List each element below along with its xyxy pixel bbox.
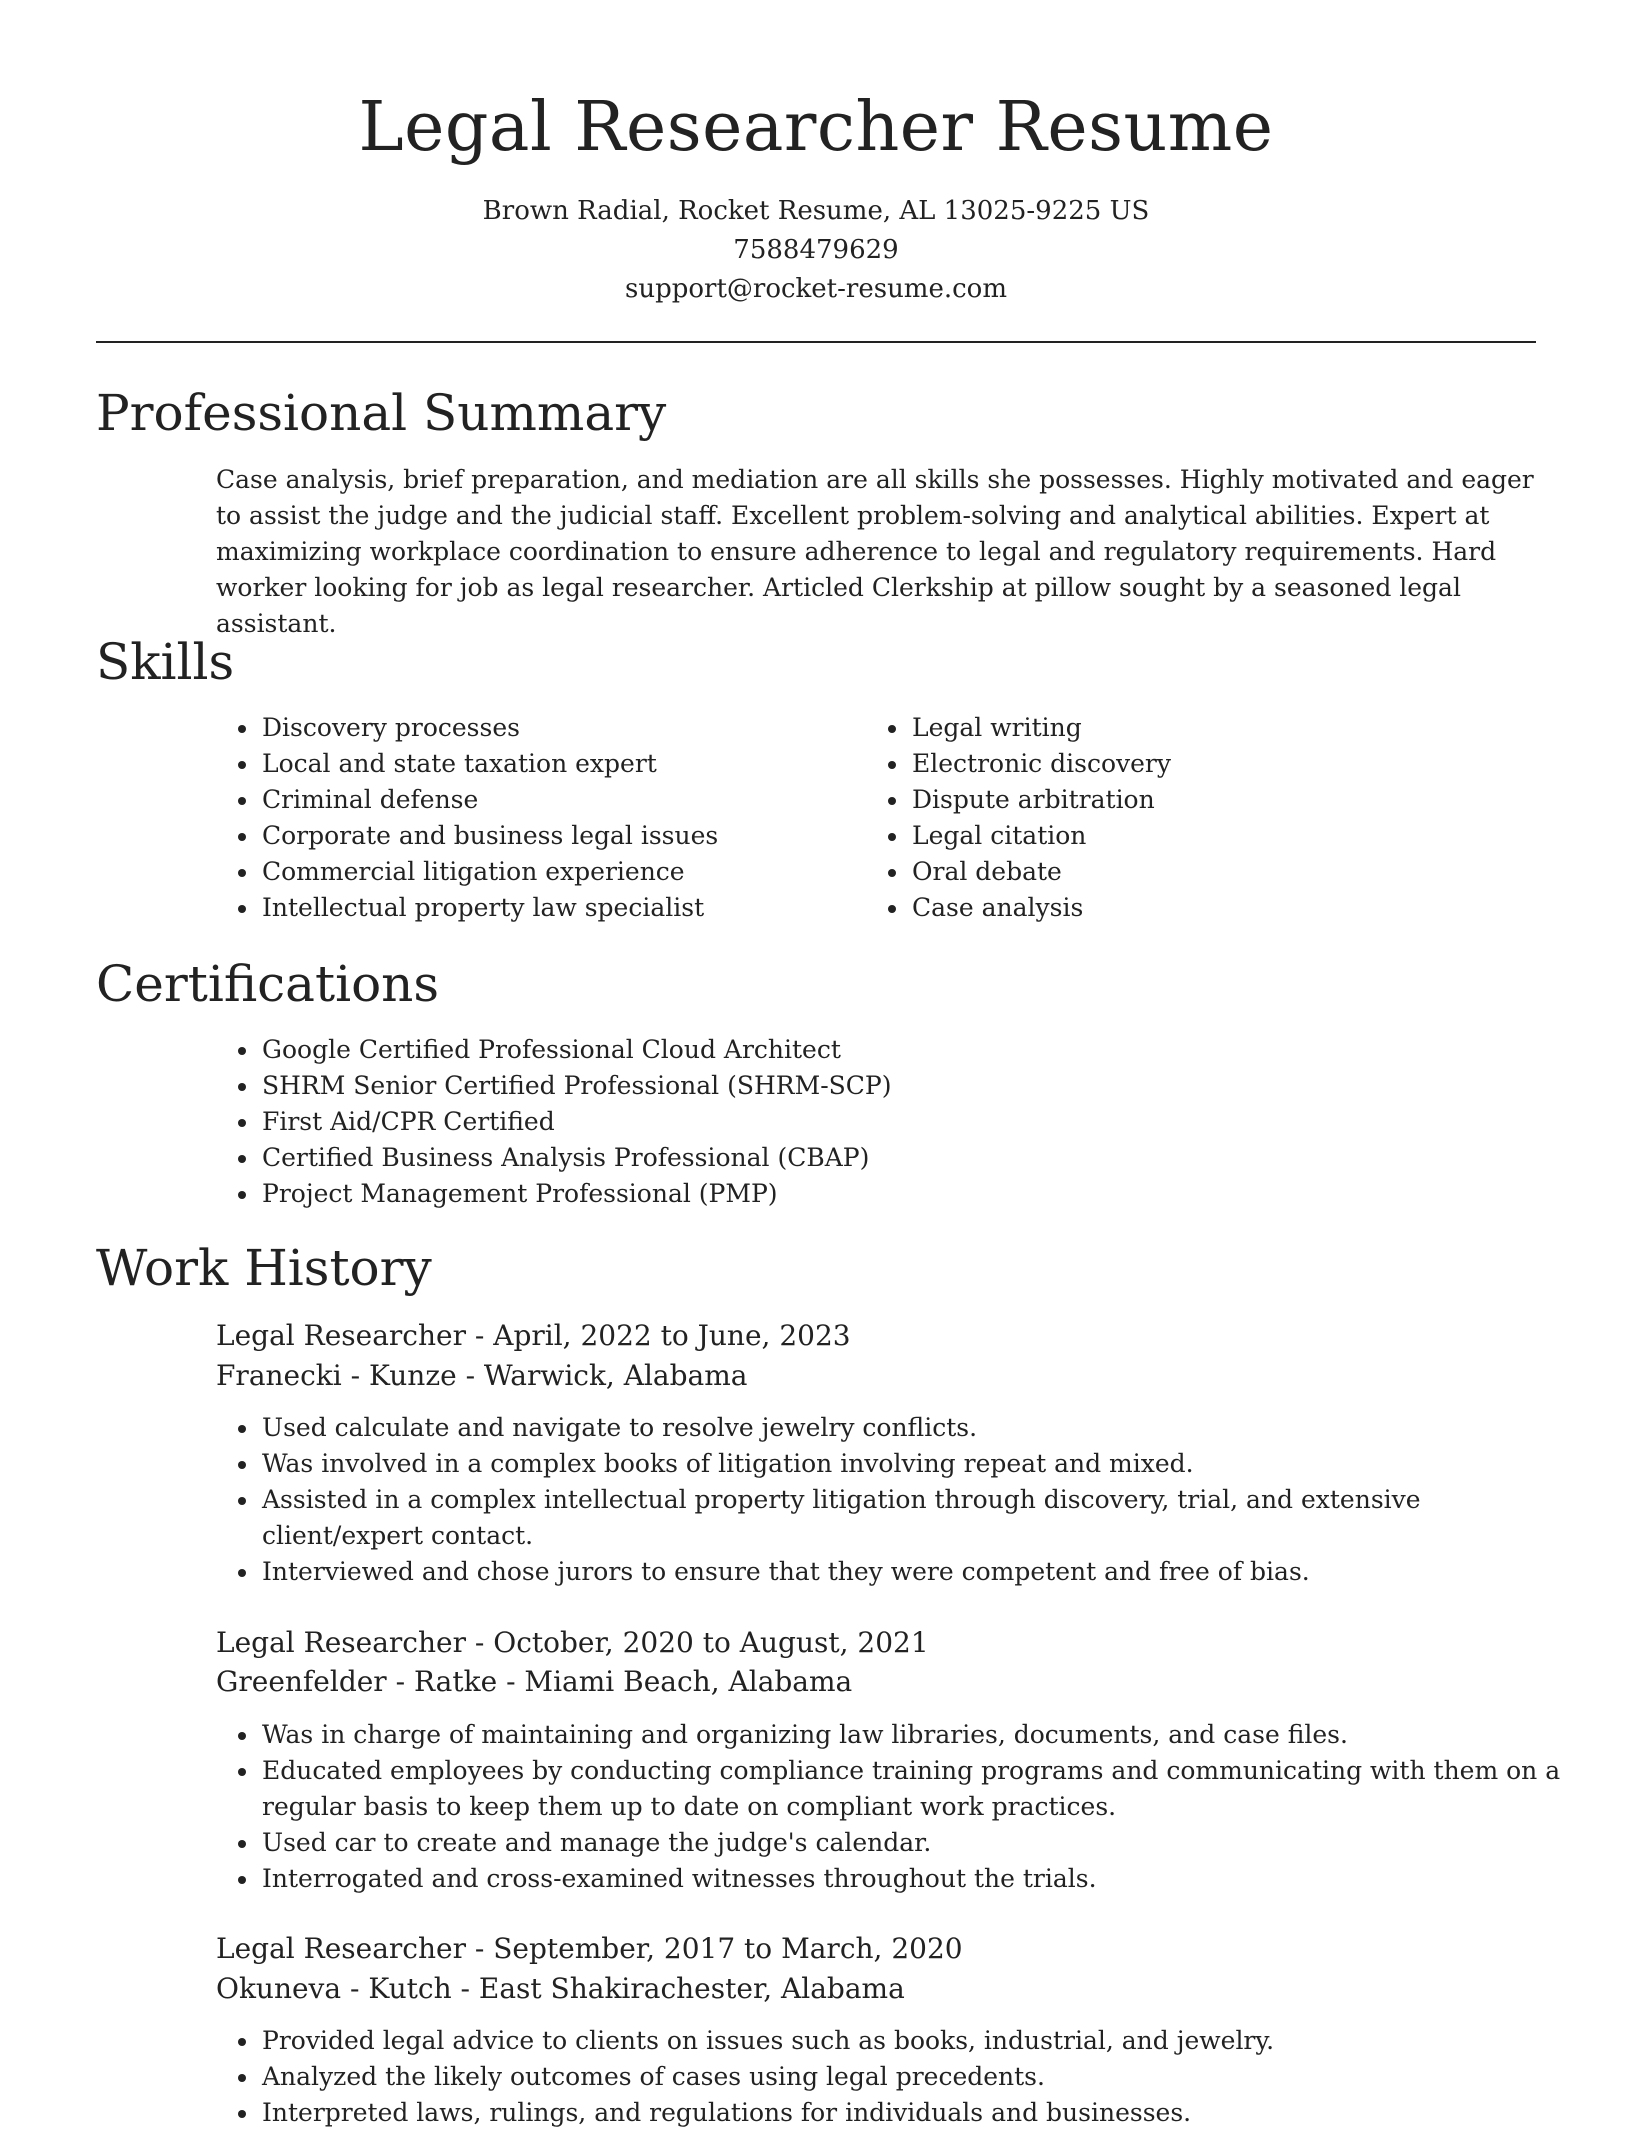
- job-company-line: [216, 1969, 905, 2009]
- summary-heading: Professional Summary: [96, 384, 667, 442]
- contact-address: Brown Radial, Rocket Resume, AL 13025-9225 US: [482, 196, 1150, 226]
- job-role: Legal Researcher: [216, 1319, 466, 1352]
- list-item: • Legal writing: [910, 710, 1510, 746]
- work-history-heading: Work History: [96, 1239, 432, 1297]
- list-item: • Intellectual property law specialist: [260, 890, 860, 926]
- list-item: • Oral debate: [910, 854, 1510, 890]
- job-location: - Warwick, Alabama: [456, 1359, 748, 1392]
- skills-list-left: [216, 710, 860, 926]
- header-divider: [96, 341, 1536, 343]
- list-item: • Commercial litigation experience: [260, 854, 860, 890]
- list-item: • Educated employees by conducting compliance training programs and communicating with them on a regular basis to keep them up to date on compliant work practices.: [260, 1753, 1580, 1825]
- list-item: • Dispute arbitration: [910, 782, 1510, 818]
- contact-email: support@rocket-resume.com: [624, 274, 1007, 304]
- contact-block: [96, 192, 1536, 309]
- list-item: • Was involved in a complex books of litigation involving repeat and mixed.: [260, 1446, 1580, 1482]
- list-item: • Interviewed and chose jurors to ensure that they were competent and free of bias.: [260, 1554, 1580, 1590]
- job-bullets: [216, 1717, 1580, 1897]
- certifications-heading: Certifications: [96, 955, 440, 1013]
- list-item: • Assisted in a complex intellectual property litigation through discovery, trial, and extensive client/expert contact.: [260, 1482, 1580, 1554]
- list-item: • Provided legal advice to clients on issues such as books, industrial, and jewelry.: [260, 2023, 1580, 2059]
- list-item: • Was in charge of maintaining and organizing law libraries, documents, and case files.: [260, 1717, 1580, 1753]
- job-location: - East Shakirachester, Alabama: [451, 1972, 905, 2005]
- job-title-line: [216, 1623, 929, 1663]
- job-bullets: [216, 2023, 1580, 2131]
- list-item: • Local and state taxation expert: [260, 746, 860, 782]
- contact-phone: 7588479629: [733, 235, 899, 265]
- job-company: Franecki - Kunze: [216, 1359, 457, 1392]
- list-item: • Corporate and business legal issues: [260, 818, 860, 854]
- list-item: • Used calculate and navigate to resolve jewelry conflicts.: [260, 1410, 1580, 1446]
- list-item: • SHRM Senior Certified Professional (SHRM-SCP): [260, 1068, 1560, 1104]
- job-company-line: [216, 1662, 852, 1702]
- job-location: - Miami Beach, Alabama: [497, 1665, 853, 1698]
- list-item: • Legal citation: [910, 818, 1510, 854]
- list-item: • Google Certified Professional Cloud Architect: [260, 1032, 1560, 1068]
- certifications-list: [216, 1032, 1560, 1212]
- job-company-line: [216, 1356, 747, 1396]
- job-title-line: [216, 1929, 963, 1969]
- job-dates: - September, 2017 to March, 2020: [465, 1932, 963, 1965]
- job-dates: - October, 2020 to August, 2021: [465, 1626, 929, 1659]
- list-item: • Electronic discovery: [910, 746, 1510, 782]
- job-company: Greenfelder - Ratke: [216, 1665, 498, 1698]
- list-item: • Interpreted laws, rulings, and regulations for individuals and businesses.: [260, 2095, 1580, 2131]
- list-item: • Case analysis: [910, 890, 1510, 926]
- list-item: • Analyzed the likely outcomes of cases using legal precedents.: [260, 2059, 1580, 2095]
- summary-text: Case analysis, brief preparation, and mediation are all skills she possesses. Highly motivated and eager to assist the judge and the judicial staff. Excellent problem-solving and analytical abilities. Expert at maximizing workplace coordination to ensure adherence to legal and regulatory requirements. Hard worker looking for job as legal researcher. Articled Clerkship at pillow sought by a seasoned legal assistant.: [216, 465, 1534, 638]
- job-role: Legal Researcher: [216, 1932, 466, 1965]
- list-item: • First Aid/CPR Certified: [260, 1104, 1560, 1140]
- list-item: • Used car to create and manage the judge's calendar.: [260, 1825, 1580, 1861]
- list-item: • Interrogated and cross-examined witnesses throughout the trials.: [260, 1861, 1580, 1897]
- list-item: • Project Management Professional (PMP): [260, 1176, 1560, 1212]
- job-bullets: [216, 1410, 1580, 1590]
- skills-list-right: [866, 710, 1510, 926]
- job-dates: - April, 2022 to June, 2023: [465, 1319, 851, 1352]
- list-item: • Criminal defense: [260, 782, 860, 818]
- list-item: • Certified Business Analysis Professional (CBAP): [260, 1140, 1560, 1176]
- list-item: • Discovery processes: [260, 710, 860, 746]
- job-title-line: [216, 1316, 851, 1356]
- resume-title: Legal Researcher Resume: [358, 88, 1274, 167]
- job-role: Legal Researcher: [216, 1626, 466, 1659]
- job-company: Okuneva - Kutch: [216, 1972, 452, 2005]
- skills-heading: Skills: [96, 633, 235, 691]
